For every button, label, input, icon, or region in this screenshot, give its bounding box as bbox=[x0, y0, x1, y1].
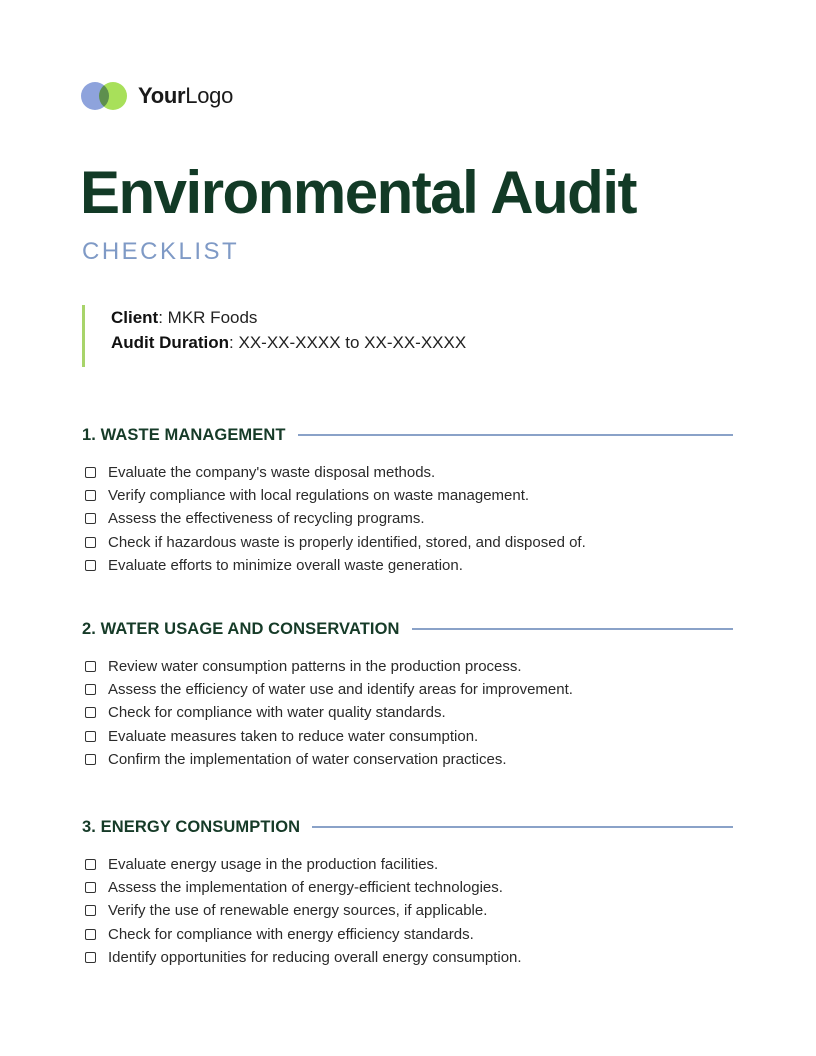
checkbox[interactable] bbox=[85, 490, 96, 501]
client-value: : MKR Foods bbox=[158, 308, 258, 327]
checklist-item bbox=[82, 655, 733, 678]
checklist-item bbox=[82, 678, 733, 701]
section-divider bbox=[412, 628, 733, 630]
checklist-item bbox=[82, 507, 733, 530]
checkbox[interactable] bbox=[85, 537, 96, 548]
client-info bbox=[82, 305, 466, 367]
checklist-item-text: Assess the efficiency of water use and identify areas for improvement. bbox=[108, 681, 573, 699]
section-title: 2. WATER USAGE AND CONSERVATION bbox=[82, 619, 400, 638]
checklist-item bbox=[82, 899, 733, 922]
logo-circles-icon bbox=[81, 82, 127, 110]
logo-text-bold: Your bbox=[138, 83, 186, 108]
checklist-item-text: Confirm the implementation of water conservation practices. bbox=[108, 750, 507, 768]
checkbox[interactable] bbox=[85, 707, 96, 718]
checklist-item bbox=[82, 701, 733, 724]
audit-duration-label: Audit Duration bbox=[111, 333, 230, 352]
checklist-item-text: Check for compliance with water quality standards. bbox=[108, 704, 446, 722]
checklist bbox=[82, 853, 733, 969]
section-title: 3. ENERGY CONSUMPTION bbox=[82, 817, 301, 836]
checkbox[interactable] bbox=[85, 882, 96, 893]
checklist-item-text: Check if hazardous waste is properly identified, stored, and disposed of. bbox=[108, 533, 586, 551]
section-title: 1. WASTE MANAGEMENT bbox=[82, 425, 286, 444]
checklist-item-text: Assess the implementation of energy-efficient technologies. bbox=[108, 879, 503, 897]
checklist-item bbox=[82, 876, 733, 899]
section-water-usage bbox=[82, 617, 733, 771]
section-divider bbox=[312, 826, 733, 828]
checklist-item bbox=[82, 748, 733, 771]
checklist-item bbox=[82, 461, 733, 484]
checkbox[interactable] bbox=[85, 929, 96, 940]
checklist-item-text: Evaluate measures taken to reduce water consumption. bbox=[108, 727, 479, 745]
checkbox[interactable] bbox=[85, 467, 96, 478]
checklist bbox=[82, 655, 733, 771]
checkbox[interactable] bbox=[85, 754, 96, 765]
page-subtitle: CHECKLIST bbox=[82, 238, 240, 265]
checklist-item-text: Evaluate efforts to minimize overall waste generation. bbox=[108, 556, 463, 574]
audit-duration-row bbox=[111, 330, 466, 355]
section-divider bbox=[298, 434, 733, 436]
section-header bbox=[82, 815, 733, 839]
logo-text bbox=[138, 83, 233, 109]
client-row bbox=[111, 305, 466, 330]
client-label: Client bbox=[111, 308, 159, 327]
checklist-item bbox=[82, 484, 733, 507]
checklist-item bbox=[82, 554, 733, 577]
checkbox[interactable] bbox=[85, 905, 96, 916]
checklist-item bbox=[82, 923, 733, 946]
checklist-item-text: Evaluate energy usage in the production facilities. bbox=[108, 856, 439, 874]
checkbox[interactable] bbox=[85, 859, 96, 870]
checklist-item bbox=[82, 725, 733, 748]
audit-duration-value: : XX-XX-XXXX to XX-XX-XXXX bbox=[229, 333, 467, 352]
section-waste-management bbox=[82, 423, 733, 577]
checklist-item-text: Assess the effectiveness of recycling programs. bbox=[108, 510, 425, 528]
checkbox[interactable] bbox=[85, 560, 96, 571]
checklist-item bbox=[82, 531, 733, 554]
checklist-item-text: Evaluate the company's waste disposal methods. bbox=[108, 464, 436, 482]
checklist-item-text: Identify opportunities for reducing overall energy consumption. bbox=[108, 948, 522, 966]
checklist-item bbox=[82, 853, 733, 876]
checkbox[interactable] bbox=[85, 684, 96, 695]
page-title: Environmental Audit bbox=[80, 159, 636, 226]
logo-text-regular: Logo bbox=[185, 83, 234, 108]
logo bbox=[81, 81, 233, 111]
checklist-item-text: Verify the use of renewable energy sources, if applicable. bbox=[108, 902, 488, 920]
checkbox[interactable] bbox=[85, 513, 96, 524]
checkbox[interactable] bbox=[85, 952, 96, 963]
checklist-item-text: Check for compliance with energy efficiency standards. bbox=[108, 925, 474, 943]
section-header bbox=[82, 617, 733, 641]
section-header bbox=[82, 423, 733, 447]
checklist bbox=[82, 461, 733, 577]
checklist-item-text: Review water consumption patterns in the production process. bbox=[108, 658, 522, 676]
checkbox[interactable] bbox=[85, 731, 96, 742]
checklist-item bbox=[82, 946, 733, 969]
checklist-item-text: Verify compliance with local regulations on waste management. bbox=[108, 487, 530, 505]
section-energy-consumption bbox=[82, 815, 733, 969]
logo-circle-right bbox=[99, 82, 127, 110]
checkbox[interactable] bbox=[85, 661, 96, 672]
